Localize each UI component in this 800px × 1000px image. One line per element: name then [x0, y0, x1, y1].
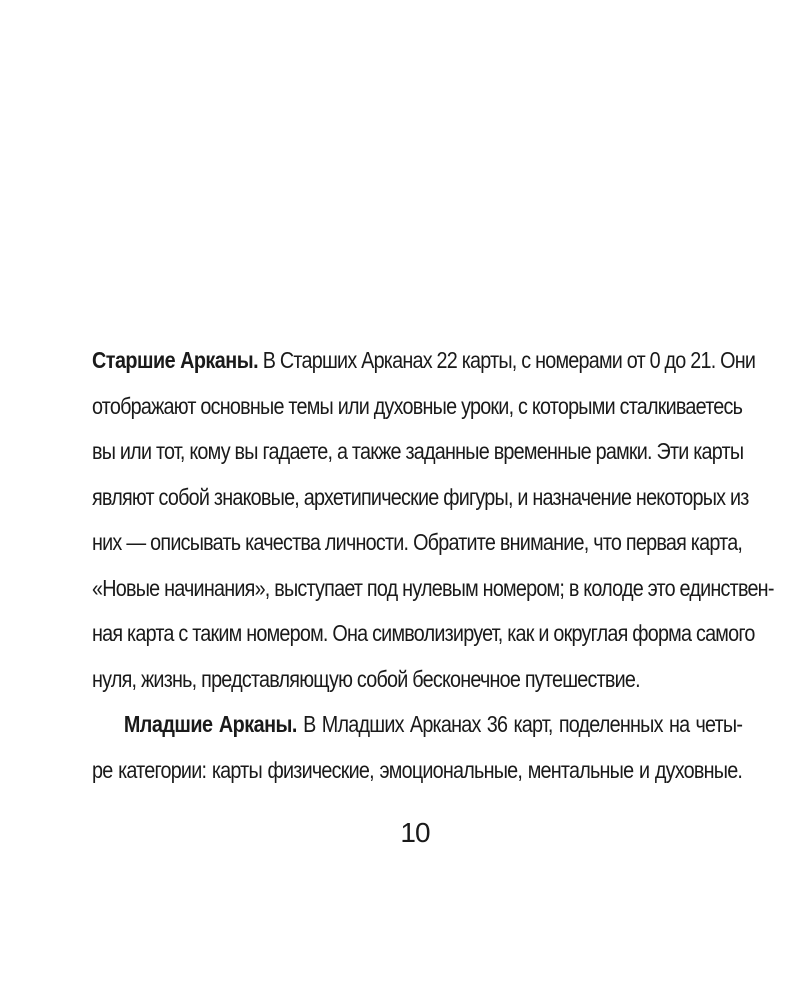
minor-arcana-text: В Младших Арканах 36 карт, поделенных на четы-: [296, 711, 743, 737]
page-number: 10: [400, 817, 430, 848]
major-arcana-text: В Старших Арканах 22 карты, с номерами от 0 до 21. Они: [258, 347, 756, 373]
major-arcana-line-6: «Новые начинания», выступает под нулевым номером; в колоде это единствен-: [92, 574, 774, 601]
major-arcana-line-4: являют собой знаковые, архетипические фигуры, и назначение некоторых из: [92, 483, 749, 510]
major-arcana-line-7: ная карта с таким номером. Она символизирует, как и округлая форма самого: [92, 620, 755, 646]
major-arcana-line-8: нуля, жизнь, представляющую собой бесконечное путешествие.: [92, 665, 640, 692]
major-arcana-line-1: [92, 338, 756, 384]
page-body: [92, 338, 774, 793]
major-arcana-line-3: вы или тот, кому вы гадаете, а также заданные временные рамки. Эти карты: [92, 438, 744, 464]
major-arcana-heading: Старшие Арканы.: [92, 347, 259, 373]
major-arcana-line-5: них — описывать качества личности. Обратите внимание, что первая карта,: [92, 529, 743, 555]
minor-arcana-heading: Младшие Арканы.: [123, 711, 297, 737]
major-arcana-line-2: отображают основные темы или духовные уроки, с которыми сталкиваетесь: [92, 392, 743, 419]
minor-arcana-line-2: ре категории: карты физические, эмоциональные, ментальные и духовные.: [92, 756, 743, 783]
minor-arcana-line-1: [92, 702, 742, 748]
